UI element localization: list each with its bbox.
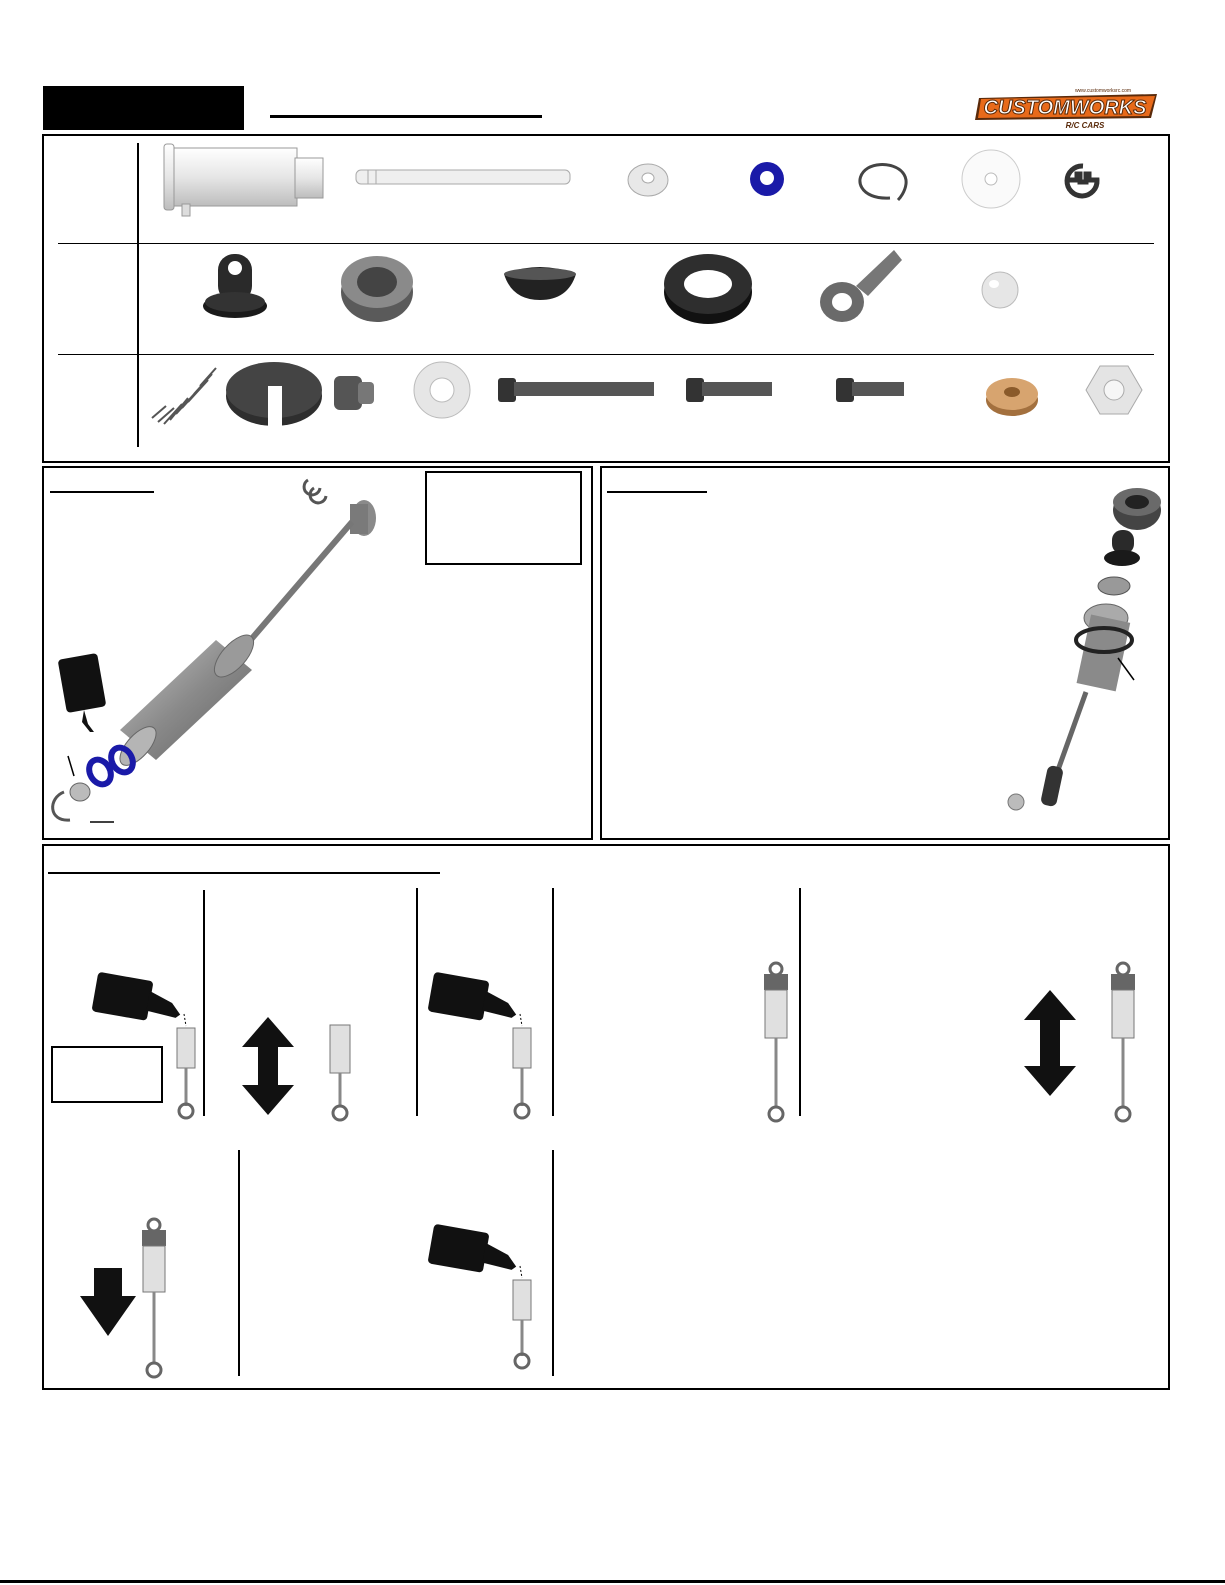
black-ring-part xyxy=(660,246,756,328)
step-divider-1 xyxy=(203,890,205,1116)
logo-subtext: R/C CARS xyxy=(1065,121,1105,130)
blue-o-ring-part xyxy=(747,158,787,200)
hex-nut-part xyxy=(1084,362,1144,418)
step1-illustration xyxy=(92,970,202,1122)
logo-wordmark: CUSTOMWORKS xyxy=(983,97,1147,119)
long-screw-part xyxy=(496,374,656,404)
short-screw-part xyxy=(834,374,908,404)
shock-shaft-part xyxy=(354,164,574,192)
left-note-box xyxy=(425,471,582,565)
cap-assembly-illustration xyxy=(1000,480,1165,825)
parts-row-divider-2 xyxy=(58,354,1154,355)
step-divider-5 xyxy=(238,1150,240,1376)
header-title-underline xyxy=(270,115,542,118)
brand-logo xyxy=(973,84,1163,130)
customworks-logo-icon xyxy=(973,84,1163,130)
step2-illustration xyxy=(238,1015,368,1125)
oil-filling-panel xyxy=(42,844,1170,1390)
brass-washer-part xyxy=(982,372,1042,418)
rubber-cup-part xyxy=(500,262,580,304)
right-step-heading-underline xyxy=(607,491,707,493)
pivot-ball-part xyxy=(978,270,1022,310)
step-divider-2 xyxy=(416,888,418,1116)
step5-illustration xyxy=(1022,960,1152,1124)
medium-screw-part xyxy=(684,374,774,404)
step4-illustration xyxy=(758,960,794,1124)
step-divider-3 xyxy=(552,888,554,1116)
step3-illustration xyxy=(428,970,538,1122)
bushing-part xyxy=(330,372,378,414)
spring-part xyxy=(148,354,220,428)
gray-collar-part xyxy=(336,250,418,324)
parts-column-divider xyxy=(137,143,139,447)
white-spacer-part xyxy=(625,160,671,200)
logo-url: www.customworksrc.com xyxy=(1074,88,1132,94)
section-title-block xyxy=(43,86,244,130)
page-footer-rule xyxy=(0,1580,1225,1583)
shock-cap-part xyxy=(200,246,270,324)
shaft-assembly-illustration xyxy=(46,470,426,840)
parts-row-divider-1 xyxy=(58,243,1154,244)
step-divider-6 xyxy=(552,1150,554,1376)
e-clip-part xyxy=(1063,162,1103,198)
rod-end-part xyxy=(816,246,906,326)
white-bushing-part xyxy=(410,360,474,420)
shock-body-part xyxy=(160,140,330,220)
clip-ring-part xyxy=(850,158,914,206)
white-washer-part xyxy=(960,148,1022,210)
step6-illustration xyxy=(84,1216,184,1382)
step-divider-4 xyxy=(799,888,801,1116)
spring-cup-part xyxy=(222,356,326,430)
step7-illustration xyxy=(428,1222,538,1374)
bottom-step-heading-underline xyxy=(48,872,440,874)
